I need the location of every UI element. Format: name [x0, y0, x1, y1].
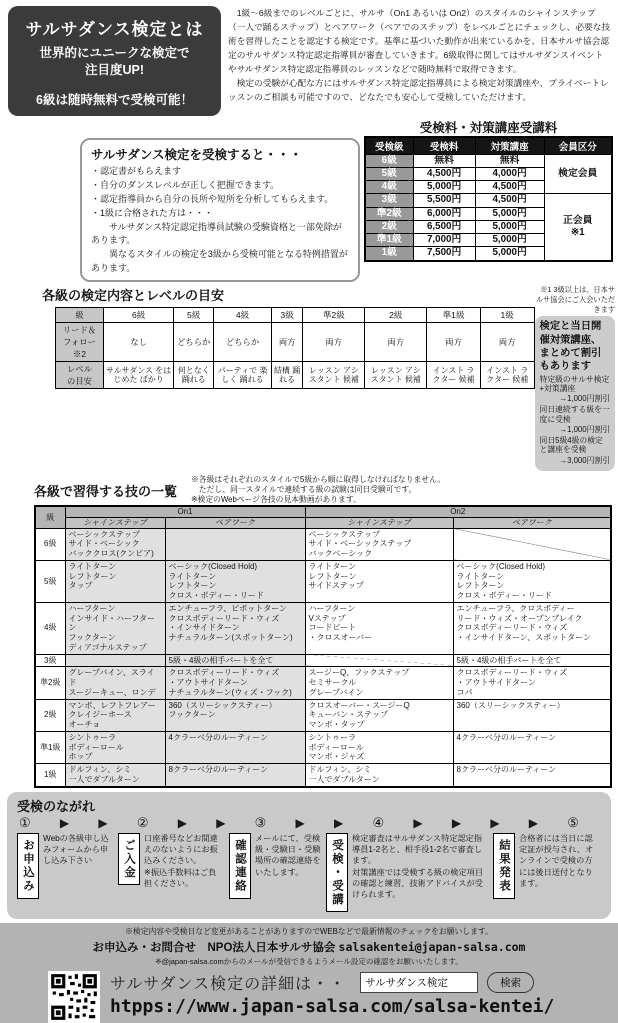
lead-follow: 両方 — [303, 323, 365, 362]
table-row — [35, 560, 611, 602]
skill-grade: 6級 — [35, 528, 65, 560]
style-on1: On1 — [65, 506, 305, 517]
membership-note: ※1 3級以上は、日本サルサ協会にご入会いただきます — [535, 285, 615, 315]
course-amount: 5,000円 — [475, 207, 544, 220]
intro-paragraph-2: 検定の受験が心配な方にはサルサダンス特定認定指導員による検定対策講座や、プライベートレッスンのご相談も可能ですので、どなたでも安心して受検していただけます。 — [228, 77, 609, 102]
arrow-right-icon: ▶ — [490, 815, 500, 830]
skill-cell: ハーフターン インサイド・ハーフターン フックターン ディアゴナルステップ — [65, 602, 165, 654]
skill-cell: ベーシック(Closed Hold) ライトターン レフトターン クロス・ボディー・リード — [165, 560, 305, 602]
fee-grade: 準2級 — [365, 207, 413, 220]
skill-cell: ライトターン レフトターン タップ — [65, 560, 165, 602]
level-grade: 準1級 — [427, 308, 481, 323]
flow-step — [118, 833, 224, 913]
level-grade: 1級 — [480, 308, 534, 323]
contact-line — [6, 939, 612, 955]
flow-step — [229, 833, 321, 913]
skill-cell-empty — [453, 528, 611, 560]
skill-grade: 準1級 — [35, 731, 65, 763]
table-row — [35, 654, 611, 667]
flow-arrows — [19, 815, 579, 831]
step-label: 結果発表 — [493, 833, 515, 899]
step-description: 口座番号などお間違えのないようにお振込みください。 ※振込手数料はご負担ください。 — [144, 833, 218, 888]
website-url: htpps://www.japan-salsa.com/salsa-kentei/ — [110, 996, 555, 1018]
skill-cell: クロスボディーリード・ウィズ ・アウトサイドターン ナチュラルターン(ウィズ・フック) — [165, 667, 305, 699]
levels-rowhead: レベル の目安 — [56, 362, 104, 389]
search-mock — [360, 972, 534, 993]
skill-cell: スージーQ、フックステップ セミサークル グレープバイン — [305, 667, 453, 699]
fees-header: 会員区分 — [544, 137, 612, 155]
footer-bottom — [48, 971, 612, 1023]
skill-cell: マンボ、レフトフレアー クレイジーホース オーチョ — [65, 699, 165, 731]
skill-grade: 5級 — [35, 560, 65, 602]
fee-amount: 4,500円 — [413, 167, 475, 180]
level-grade: 4級 — [214, 308, 272, 323]
flow-box — [7, 792, 611, 920]
levels-table — [55, 307, 535, 389]
search-input[interactable] — [360, 972, 478, 993]
fee-amount: 5,000円 — [413, 181, 475, 194]
fee-grade: 準1級 — [365, 234, 413, 247]
arrow-right-icon: ▶ — [451, 815, 462, 830]
fee-grade: 6級 — [365, 154, 413, 167]
step-number: ① — [19, 814, 31, 830]
discount-item: 特定級のサルサ検定+対策講座 — [539, 374, 610, 394]
hero-box — [8, 6, 221, 116]
step-label: お申込み — [17, 833, 39, 899]
level-grade: 3級 — [271, 308, 302, 323]
skill-grade: 1級 — [35, 764, 65, 787]
benefit-item: ・認定書がもらえます — [91, 165, 182, 176]
lead-follow: なし — [104, 323, 174, 362]
subcol-shine: シャインステップ — [305, 517, 453, 528]
level-desc: レッスン アシスタント 候補 — [365, 362, 427, 389]
skill-cell: エンチューフラ、クロスボディー リード・ウィズ・オープンブレイク クロスボディーリード・ウィズ ・インサイドターン、スポットターン — [453, 602, 611, 654]
intro-text — [228, 6, 612, 116]
skill-cell: 8クラーベ分のルーティーン — [453, 764, 611, 787]
skill-cell-empty — [65, 654, 165, 667]
flow-steps — [17, 833, 601, 913]
skill-cell: 360（スリーシックスティー） フックターン — [165, 699, 305, 731]
arrow-right-icon: ▶ — [295, 815, 305, 830]
skill-cell: 4クラーベ分のルーティーン — [165, 731, 305, 763]
lead-follow: 両方 — [480, 323, 534, 362]
hero-free-line: 6級は随時無料で受検可能！ — [36, 92, 193, 107]
step-description: 検定審査はサルサダンス特定認定指導員1-2名と、相手役1-2名で審査します。 対策講座では受検する級の検定項目の確認と練習、技術アドバイスが受けられます。 — [352, 833, 484, 900]
flow-step — [326, 833, 488, 913]
discount-amount: →3,000円割引 — [559, 455, 610, 465]
footer-details — [110, 971, 612, 1023]
lead-follow: 両方 — [365, 323, 427, 362]
arrow-right-icon: ▶ — [98, 815, 108, 830]
fee-grade: 1級 — [365, 247, 413, 261]
course-amount: 5,000円 — [475, 247, 544, 261]
intro-paragraph-1: 1級～6級までのレベルごとに、サルサ（On1 あるいは On2）のスタイルのシャインステップ（一人で踊るステップ）とペアワーク（ペアでのステップ）をレベルごとにチェックし、必要な技術を習得したことを認定する検定です。基準に基づいた動作が出来ているかを、日本サルサ協会認定のサルサダンス特定認定指導員が審査していきます。6級取得に関してはサルサダンスイベントやサルサダンス特定認定指導員のレッスンなどで随時無料で取得できます。 — [228, 8, 611, 74]
skill-cell: 360（スリーシックスティー） — [453, 699, 611, 731]
fee-amount: 無料 — [413, 154, 475, 167]
style-on2: On2 — [305, 506, 611, 517]
course-amount: 無料 — [475, 154, 544, 167]
skill-grade: 準2級 — [35, 667, 65, 699]
benefit-item: ・自分のダンスレベルが正しく把握できます。 — [91, 179, 280, 190]
skills-col-grade: 級 — [35, 506, 65, 528]
skill-cell: ベーシック(Closed Hold) ライトターン レフトターン クロス・ボディー・リード — [453, 560, 611, 602]
flow-title: 受検のながれ — [17, 798, 96, 814]
arrow-right-icon: ▶ — [528, 815, 539, 830]
member-group: 正会員 ※1 — [544, 194, 612, 261]
skill-cell-empty — [305, 654, 453, 667]
table-row — [35, 764, 611, 787]
course-amount: 5,000円 — [475, 234, 544, 247]
skill-cell: 5級・4級の相手パートを全て — [165, 654, 305, 667]
step-description: メールにて、受検級・受験日・受験場所の確認連絡をいたします。 — [255, 833, 321, 877]
skill-cell: ドルフィン、シミ 一人でダブルターン — [305, 764, 453, 787]
level-grade: 6級 — [104, 308, 174, 323]
hero-title: サルサダンス検定とは — [25, 20, 204, 39]
hero-subtitle: 世界的にユニークな検定で 注目度UP! — [39, 46, 190, 77]
table-row — [56, 308, 535, 323]
course-amount: 4,500円 — [475, 181, 544, 194]
skills-title: 各級で習得する技の一覧 — [34, 483, 178, 499]
fee-grade: 5級 — [365, 167, 413, 180]
skill-grade: 2級 — [35, 699, 65, 731]
flow-step — [493, 833, 595, 913]
skill-cell: ベーシックステップ サイド・ベーシック バッククロス(クンビア) — [65, 528, 165, 560]
arrow-right-icon: ▶ — [334, 815, 344, 830]
lead-follow: どちらか — [214, 323, 272, 362]
level-grade: 5級 — [174, 308, 214, 323]
levels-rowhead: 級 — [56, 308, 104, 323]
contact-label: お申込み・お問合せ NPO法人日本サルサ協会 — [92, 942, 336, 955]
skill-cell: エンチューフラ、ピボットターン クロスボディーリード・ウィズ ・インサイドターン ナチュラルターン(スポットターン) — [165, 602, 305, 654]
levels-left — [0, 285, 535, 471]
table-row — [35, 528, 611, 560]
contact-email: salsakentei@japan-salsa.com — [338, 940, 526, 955]
skills-header — [34, 475, 618, 505]
benefit-item: ・認定指導員から自分の長所や短所を分析してもらえます。 — [91, 193, 334, 204]
subcol-shine: シャインステップ — [65, 517, 165, 528]
search-button[interactable]: 検索 — [487, 972, 534, 993]
level-desc: パーティで 楽しく 踊れる — [214, 362, 272, 389]
skill-cell: ライトターン レフトターン サイドステップ — [305, 560, 453, 602]
lead-follow: 両方 — [271, 323, 302, 362]
footer-note: ※検定内容や受検日など変更があることがありますのでWEBなどで最新情報のチェックをお願いします。 — [125, 927, 493, 937]
skill-cell: グレープバイン、スライド スージーキュー、ロンデ — [65, 667, 165, 699]
fees-table — [364, 136, 613, 262]
subcol-pair: ペアワーク — [453, 517, 611, 528]
step-number: ④ — [372, 814, 385, 830]
discount-item: 同日連続する級を一度に受検 — [539, 405, 610, 424]
skill-grade: 3級 — [35, 654, 65, 667]
skill-cell: 4クラーベ分のルーティーン — [453, 731, 611, 763]
discount-box — [535, 316, 615, 471]
arrow-right-icon: ▶ — [216, 815, 226, 830]
footer — [0, 923, 618, 1023]
levels-title: 各級の検定内容とレベルの目安 — [42, 288, 225, 304]
discount-title: 検定と当日開催対策講座、 まとめて割引もあります — [539, 321, 602, 373]
arrow-right-icon: ▶ — [59, 815, 70, 830]
fee-amount: 7,500円 — [413, 247, 475, 261]
table-row — [35, 602, 611, 654]
step-label: 確認連絡 — [229, 833, 251, 899]
levels-section — [0, 285, 618, 471]
table-row — [35, 699, 611, 731]
level-desc: レッスン アシスタント 候補 — [303, 362, 365, 389]
skill-cell-empty — [165, 528, 305, 560]
skill-cell: ドルフィン、シミ 一人でダブルターン — [65, 764, 165, 787]
table-row — [56, 323, 535, 362]
level-desc: インスト ラクター 候補 — [480, 362, 534, 389]
skill-cell: クロスボディーリード・ウィズ ・アウトサイドターン コパ — [453, 667, 611, 699]
level-grade: 準2級 — [303, 308, 365, 323]
skill-cell: 8クラーベ分のルーティーン — [165, 764, 305, 787]
skills-table — [34, 505, 612, 788]
fee-amount: 6,500円 — [413, 220, 475, 233]
table-row — [365, 154, 612, 167]
step-description: Webの各級申し込みフォームから申し込み下さい — [43, 833, 109, 866]
step-description: 合格者には当日に認定証が授与され、オンラインで受検の方には後日送付となります。 — [519, 833, 594, 888]
arrow-right-icon: ▶ — [177, 815, 187, 830]
fees-header: 受検級 — [365, 137, 413, 155]
benefit-item: ・1級に合格された方は・・・ サルサダンス特定認定指導員試験の受験資格と一部免除があります。 異なるスタイルの検定を3級から受検可能となる特例措置があります。 — [91, 207, 348, 274]
fee-grade: 2級 — [365, 220, 413, 233]
skills-notes: ※各級はそれぞれのスタイルで5級から順に取得しなければなりません。 ただし、同一スタイルで連続する級の試験は同日受験可です。 ※検定のWebページ各技の見本動画があります。 — [191, 474, 446, 505]
table-row — [35, 731, 611, 763]
skill-cell: シントゥーラ ボディーロール マンボ・ジャズ — [305, 731, 453, 763]
member-group: 検定会員 — [544, 154, 612, 194]
discount-amount: →1,000円割引 — [559, 394, 610, 404]
fee-amount: 5,500円 — [413, 194, 475, 207]
level-grade: 2級 — [365, 308, 427, 323]
discount-item: 同日5級4級の検定と講座を受検 — [539, 436, 603, 455]
footer-note: ※@japan-salsa.comからのメールが受信できるようメール設定の確認をお願いいたします。 — [155, 957, 463, 967]
table-row — [56, 362, 535, 389]
fee-amount: 6,000円 — [413, 207, 475, 220]
step-number: ③ — [254, 814, 267, 830]
discount-column — [535, 285, 615, 471]
step-label: 受検・受講 — [326, 833, 348, 913]
skill-cell: クロスオーバー・スージーQ キューバン・ステップ マンボ・タップ — [305, 699, 453, 731]
level-desc: サルサダンス をはじめた ばかり — [104, 362, 174, 389]
fee-grade: 3級 — [365, 194, 413, 207]
benefits-box — [80, 138, 360, 283]
skill-cell: シントゥーラ ボディーロール ホップ — [65, 731, 165, 763]
table-row — [35, 667, 611, 699]
discount-amount: →1,000円割引 — [559, 425, 610, 435]
fees-header: 対策講座 — [475, 137, 544, 155]
step-label: ご入金 — [118, 833, 140, 886]
mid-section — [0, 118, 618, 283]
flow-step — [17, 833, 113, 913]
skill-cell: 5級・4級の相手パートを全て — [453, 654, 611, 667]
course-amount: 4,000円 — [475, 167, 544, 180]
table-row — [35, 517, 611, 528]
course-amount: 4,500円 — [475, 194, 544, 207]
fee-grade: 4級 — [365, 181, 413, 194]
top-section — [0, 0, 618, 116]
fees-title: 受検料・対策講座受講料 — [419, 120, 558, 135]
details-label: サルサダンス検定の詳細は・・ — [110, 976, 347, 994]
skill-grade: 4級 — [35, 602, 65, 654]
arrow-right-icon: ▶ — [413, 815, 423, 830]
fees-header: 受検料 — [413, 137, 475, 155]
skill-cell: ハーフターン Vステップ コードビート ・クロスオーバー — [305, 602, 453, 654]
subcol-pair: ペアワーク — [165, 517, 305, 528]
fees-section — [364, 118, 613, 283]
skill-cell: ベーシックステップ サイド・ベーシックステップ バックベーシック — [305, 528, 453, 560]
lead-follow: どちらか — [174, 323, 214, 362]
step-number: ② — [136, 814, 149, 830]
step-number: ⑤ — [567, 814, 579, 830]
qr-code-icon — [48, 971, 100, 1023]
fee-amount: 7,000円 — [413, 234, 475, 247]
levels-rowhead: リード＆ フォロー※2 — [56, 323, 104, 362]
benefits-title: サルサダンス検定を受検すると・・・ — [91, 147, 303, 162]
lead-follow: 両方 — [427, 323, 481, 362]
level-desc: 結構 踊れる — [271, 362, 302, 389]
table-row — [365, 194, 612, 207]
course-amount: 5,000円 — [475, 220, 544, 233]
level-desc: インスト ラクター 候補 — [427, 362, 481, 389]
table-row — [35, 506, 611, 517]
level-desc: 何となく 踊れる — [174, 362, 214, 389]
